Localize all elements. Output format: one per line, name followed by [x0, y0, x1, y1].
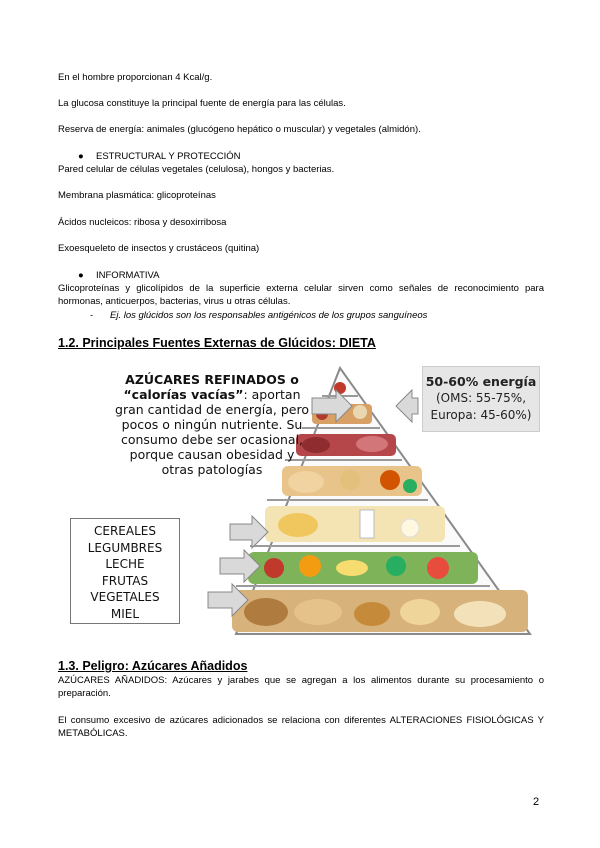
- food-item: [299, 555, 321, 577]
- food-item: [244, 598, 288, 626]
- text-membrane: Membrana plasmática: glicoproteínas: [58, 190, 216, 201]
- page-number: 2: [533, 796, 540, 808]
- example-text: Ej. los glúcidos son los responsables antigénicos de los grupos sanguíneos: [110, 310, 428, 321]
- section-heading-added-sugars: 1.3. Peligro: Azúcares Añadidos: [58, 659, 248, 673]
- text-added-sugars-def: AZÚCARES AÑADIDOS: Azúcares y jarabes que se agregan a los alimentos durante su procesamiento o preparación.: [58, 675, 544, 699]
- food-item: [278, 513, 318, 537]
- food-pyramid-figure: [60, 360, 544, 642]
- source-vegetables: VEGETALES: [90, 590, 160, 604]
- text-nucleic-acids: Ácidos nucleicos: ribosa y desoxirribosa: [58, 217, 227, 228]
- food-item: [354, 602, 390, 626]
- text-kcal: En el hombre proporcionan 4 Kcal/g.: [58, 72, 213, 83]
- food-item: [340, 470, 360, 490]
- bullet-structural: [78, 151, 240, 164]
- energy-europe: Europa: 45-60%): [430, 408, 532, 422]
- food-item: [386, 556, 406, 576]
- source-fruits: FRUTAS: [101, 573, 149, 588]
- text-cell-wall: Pared celular de células vegetales (celulosa), hongos y bacterias.: [58, 164, 335, 175]
- refined-sugars-note: [112, 372, 312, 477]
- food-item: [403, 479, 417, 493]
- refined-sugars-text: : aportan gran cantidad de energía, pero pocos o ningún nutriente. Su consumo debe ser ocasional, porque causan obesidad y otras patologías: [115, 387, 309, 477]
- food-item: [380, 470, 400, 490]
- text-glucose: La glucosa constituye la principal fuente de energía para las células.: [58, 98, 346, 109]
- bullet-dot-icon: ●: [78, 151, 84, 162]
- source-legumes: LEGUMBRES: [87, 540, 163, 555]
- text-excess-consumption: El consumo excesivo de azúcares adicionados se relaciona con diferentes ALTERACIONES FISIOLÓGICAS Y METABÓLICAS.: [58, 715, 544, 739]
- healthy-sources-box: [70, 518, 180, 624]
- food-item: [454, 601, 506, 627]
- refined-sugars-title: AZÚCARES REFINADOS o “calorías vacías”: [123, 372, 299, 402]
- source-cereals: CEREALES: [94, 524, 156, 538]
- food-item: [401, 519, 419, 537]
- text-exoskeleton: Exoesqueleto de insectos y crustáceos (quitina): [58, 243, 260, 254]
- energy-percentage: 50-60% energía: [425, 374, 537, 389]
- food-item: [294, 599, 342, 625]
- dash-marker: -: [90, 310, 94, 321]
- bullet-informative-label: INFORMATIVA: [96, 270, 160, 281]
- arrow-left-icon: [396, 390, 418, 422]
- food-item: [353, 405, 367, 419]
- food-item: [336, 560, 368, 576]
- text-energy-reserve: Reserva de energía: animales (glucógeno hepático o muscular) y vegetales (almidón).: [58, 124, 421, 135]
- food-item: [264, 558, 284, 578]
- bullet-structural-label: ESTRUCTURAL Y PROTECCIÓN: [96, 151, 241, 162]
- bullet-informative: [78, 270, 160, 283]
- food-item: [400, 599, 440, 625]
- energy-who: (OMS: 55-75%,: [435, 391, 527, 405]
- food-item: [356, 436, 388, 452]
- arrow-right-icon: [230, 516, 268, 548]
- source-honey: MIEL: [110, 606, 140, 621]
- bullet-dot-icon: ●: [78, 270, 84, 281]
- text-glycoproteins: Glicoproteínas y glicolípidos de la superficie externa celular sirven como señales de reconocimiento para hormonas, anticuerpos, bacterias, virus u otras células.: [58, 283, 544, 307]
- energy-percentage-box: [422, 366, 540, 432]
- example-line: [90, 310, 427, 321]
- source-milk: LECHE: [105, 557, 145, 571]
- food-item: [360, 510, 374, 538]
- section-heading-diet: 1.2. Principales Fuentes Externas de Glúcidos: DIETA: [58, 336, 376, 350]
- food-item: [427, 557, 449, 579]
